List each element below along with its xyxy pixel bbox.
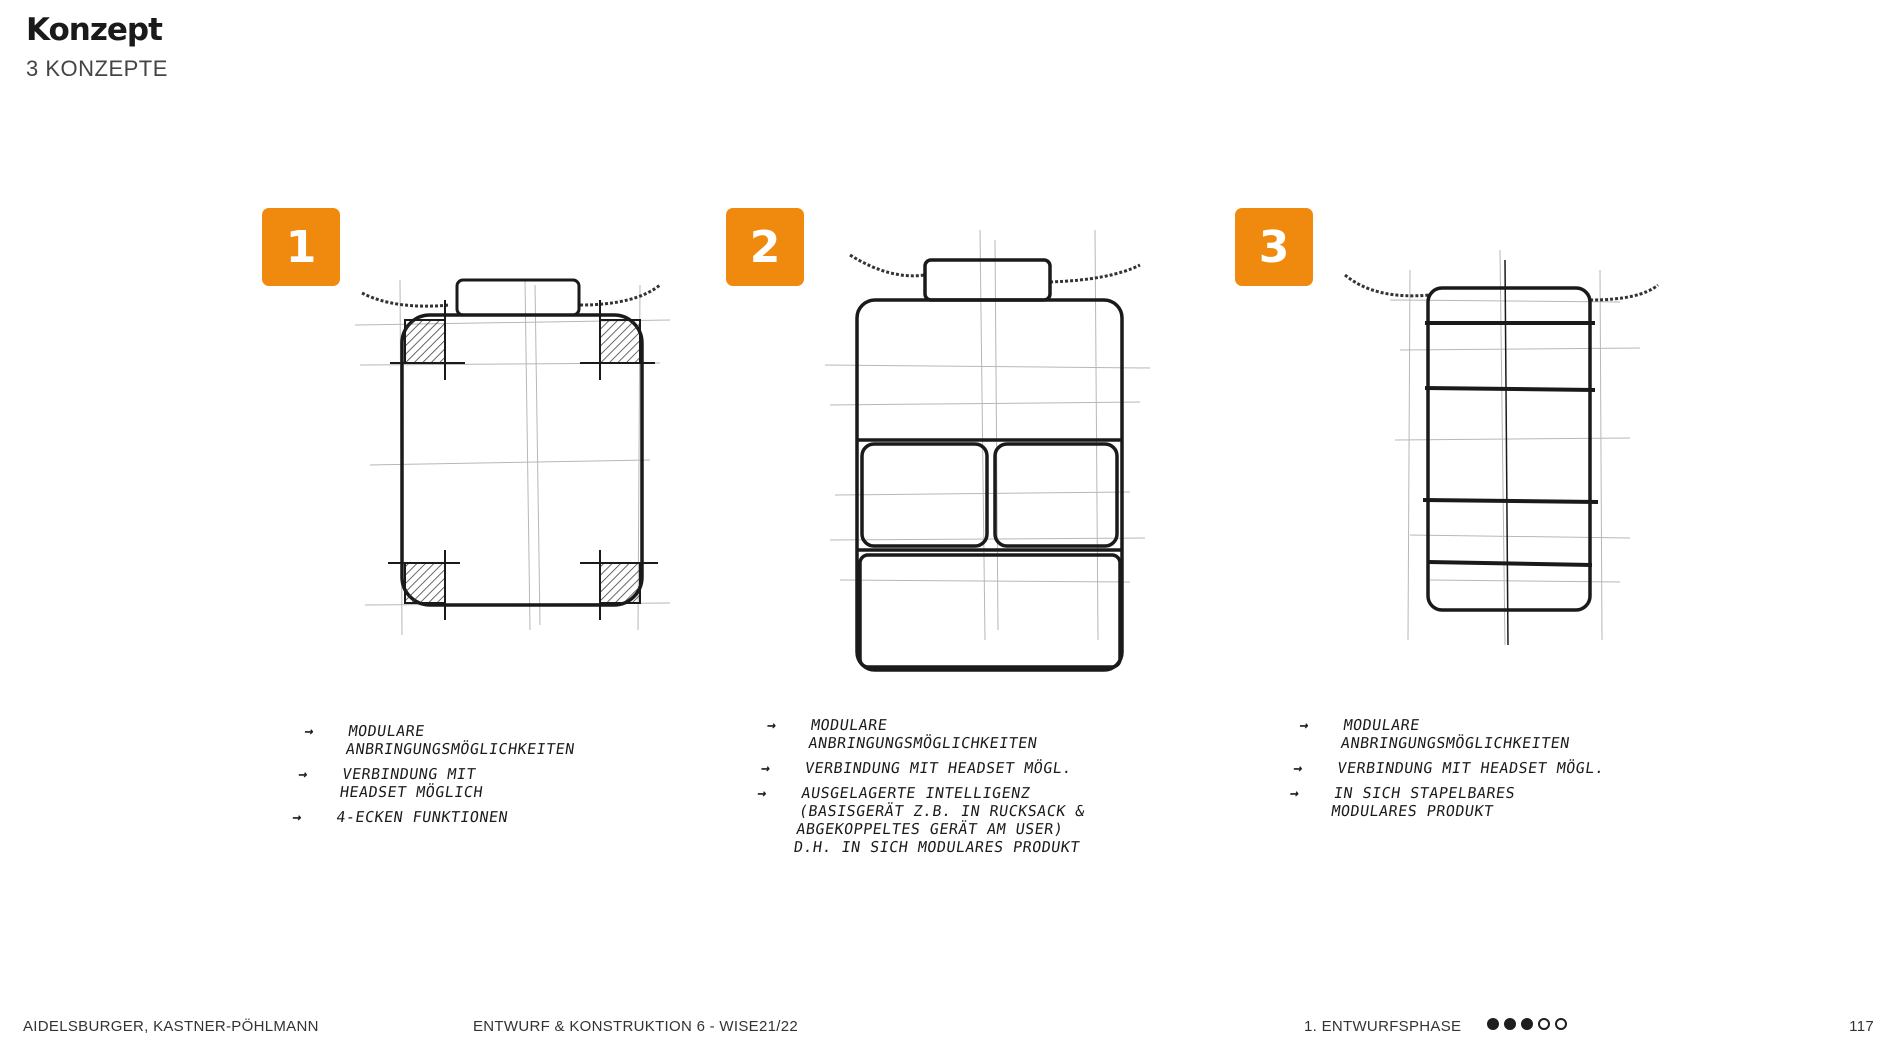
progress-dot-filled [1521, 1018, 1533, 1030]
progress-dot-empty [1555, 1018, 1567, 1030]
arrow-right-icon: → [759, 759, 772, 777]
arrow-right-icon: → [291, 808, 304, 826]
concept-1-sketch [350, 265, 680, 645]
note-text: AUSGELAGERTE INTELLIGENZ (BASISGERÄT Z.B. IN RUCKSACK & ABGEKOPPELTES GERÄT AM USER) D.H. IN SICH MODULARES PRODUKT [792, 784, 1087, 856]
note-text: 4-ECKEN FUNKTIONEN [335, 808, 510, 826]
arrow-right-icon: → [1298, 716, 1311, 734]
progress-dots [1487, 1018, 1567, 1030]
footer-authors: AIDELSBURGER, KASTNER-PÖHLMANN [23, 1018, 319, 1035]
concept-3-badge: 3 [1235, 208, 1313, 286]
note-text: VERBINDUNG MIT HEADSET MÖGL. [803, 759, 1074, 777]
page-title: Konzept [26, 12, 162, 48]
page-subtitle: 3 KONZEPTE [26, 56, 168, 81]
note-item [749, 784, 1089, 856]
note-item [295, 765, 573, 801]
arrow-right-icon: → [297, 765, 310, 783]
note-item [301, 722, 579, 758]
note-text: VERBINDUNG MIT HEADSET MÖGL. [1336, 759, 1606, 777]
note-item [1292, 759, 1605, 777]
concept-3-sketch [1340, 250, 1670, 650]
note-item [760, 759, 1092, 777]
progress-dot-empty [1538, 1018, 1550, 1030]
concept-2-notes [748, 716, 1099, 863]
concept-1-badge: 1 [262, 208, 340, 286]
progress-dot-filled [1504, 1018, 1516, 1030]
arrow-right-icon: → [1292, 759, 1305, 777]
note-item [1296, 716, 1612, 752]
arrow-right-icon: → [765, 716, 778, 734]
note-text: MODULARE ANBRINGUNGSMÖGLICHKEITEN [807, 716, 1039, 752]
arrow-right-icon: → [1288, 784, 1301, 802]
arrow-right-icon: → [756, 784, 769, 802]
concept-2-sketch [820, 230, 1160, 650]
arrow-right-icon: → [303, 722, 316, 740]
progress-dot-filled [1487, 1018, 1499, 1030]
concept-3-notes [1285, 716, 1611, 827]
footer-course: ENTWURF & KONSTRUKTION 6 - WISE21/22 [473, 1018, 799, 1035]
concept-1-notes [290, 722, 578, 833]
note-item [1286, 784, 1602, 820]
note-text: VERBINDUNG MIT HEADSET MÖGLICH [338, 765, 485, 801]
page-number: 117 [1849, 1018, 1874, 1035]
footer-phase: 1. ENTWURFSPHASE [1304, 1018, 1462, 1035]
note-item [291, 808, 566, 826]
note-text: MODULARE ANBRINGUNGSMÖGLICHKEITEN [1339, 716, 1572, 752]
concept-2-badge: 2 [726, 208, 804, 286]
note-text: MODULARE ANBRINGUNGSMÖGLICHKEITEN [344, 722, 577, 758]
note-item [763, 716, 1098, 752]
note-text: IN SICH STAPELBARES MODULARES PRODUKT [1330, 784, 1517, 820]
